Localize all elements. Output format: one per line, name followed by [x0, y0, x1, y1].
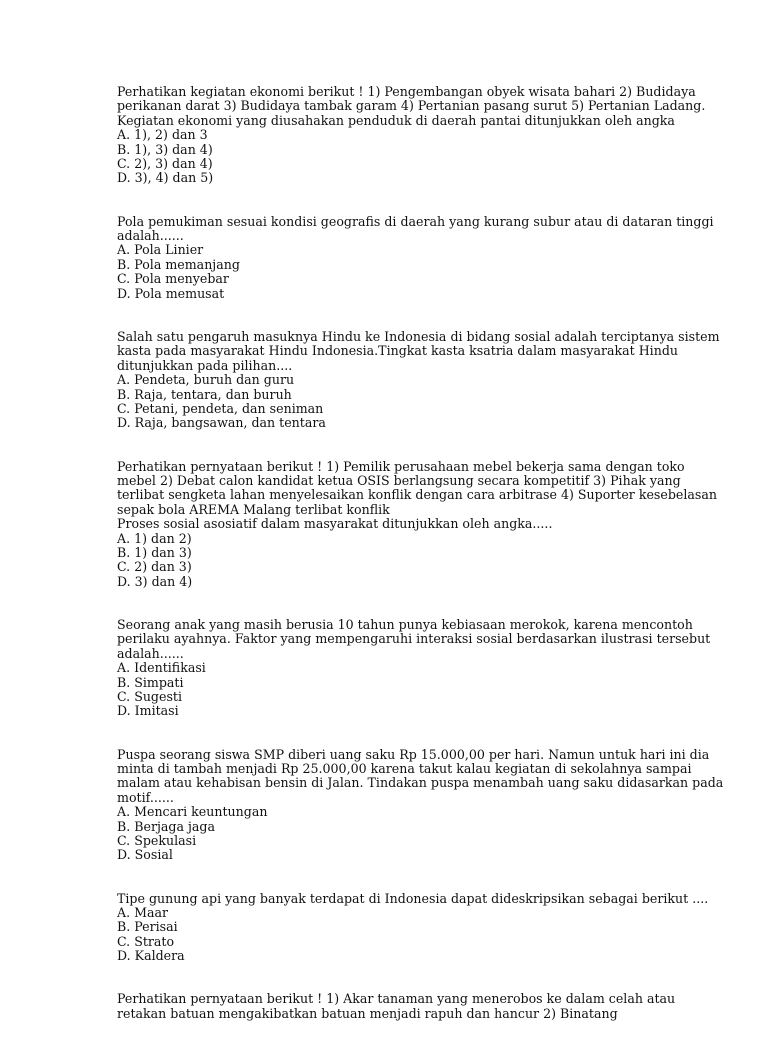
question-block [117, 460, 727, 590]
question-block [117, 748, 727, 863]
answer-option: C. Strato [117, 933, 175, 949]
answer-option: D. 3), 4) dan 5) [117, 170, 214, 186]
answer-option: D. Kaldera [117, 948, 185, 964]
answer-options [117, 128, 727, 186]
answer-option: A. 1) dan 2) [117, 530, 192, 546]
answer-option: A. Maar [117, 905, 169, 921]
answer-option: B. Berjaga jaga [117, 818, 215, 834]
question-text: Perhatikan kegiatan ekonomi berikut ! 1) Pengembangan obyek wisata bahari 2) Budidaya perikanan darat 3) Budidaya tambak garam 4) Pertanian pasang surut 5) Pertanian Ladang. [117, 84, 706, 114]
answer-option: A. Identifikasi [117, 660, 206, 676]
question-block [117, 330, 727, 431]
answer-option: B. Pola memanjang [117, 256, 240, 272]
question-list [117, 85, 727, 1050]
question-text: Perhatikan pernyataan berikut ! 1) Pemilik perusahaan mebel bekerja sama dengan toko mebel 2) Debat calon kandidat ketua OSIS berlangsung secara kompetitif 3) Pihak yang terlibat sengketa lahan menyelesaikan konflik dengan cara arbitrase 4) Suporter kesebelasan sepak bola AREMA Malang terlibat konflik [117, 458, 717, 517]
answer-option: C. Petani, pendeta, dan seniman [117, 400, 324, 416]
answer-option: B. 1) dan 3) [117, 544, 192, 560]
answer-option: D. Pola memusat [117, 285, 225, 301]
answer-option: D. Imitasi [117, 703, 179, 719]
question-text: Salah satu pengaruh masuknya Hindu ke Indonesia di bidang sosial adalah terciptanya sistem kasta pada masyarakat Hindu Indonesia.Tingkat kasta ksatria dalam masyarakat Hindu ditunjukkan pada pilihan.... [117, 328, 720, 373]
answer-option: C. Spekulasi [117, 833, 197, 849]
question-block [117, 215, 727, 301]
answer-option: A. 1), 2) dan 3 [117, 127, 208, 143]
answer-option: B. Raja, tentara, dan buruh [117, 386, 292, 402]
answer-option: C. Pola menyebar [117, 271, 229, 287]
question-text: Seorang anak yang masih berusia 10 tahun punya kebiasaan merokok, karena mencontoh perilaku ayahnya. Faktor yang mempengaruhi interaksi sosial berdasarkan ilustrasi tersebut adalah...... [117, 616, 711, 661]
answer-option: B. 1), 3) dan 4) [117, 141, 213, 157]
answer-options [117, 532, 727, 590]
answer-option: D. Raja, bangsawan, dan tentara [117, 415, 326, 431]
answer-options [117, 661, 727, 719]
question-prompt: Proses sosial asosiatif dalam masyarakat ditunjukkan oleh angka..... [117, 516, 553, 532]
answer-option: D. Sosial [117, 847, 173, 863]
question-text: Perhatikan pernyataan berikut ! 1) Akar tanaman yang menerobos ke dalam celah atau retakan batuan mengakibatkan batuan menjadi rapuh dan hancur 2) Binatang [117, 991, 676, 1021]
answer-option: C. 2) dan 3) [117, 559, 192, 575]
answer-options [117, 373, 727, 431]
question-text: Tipe gunung api yang banyak terdapat di Indonesia dapat dideskripsikan sebagai berikut .... [117, 890, 709, 906]
answer-options [117, 243, 727, 301]
answer-option: A. Pendeta, buruh dan guru [117, 372, 295, 388]
answer-options [117, 805, 727, 863]
answer-option: B. Perisai [117, 919, 178, 935]
question-block [117, 892, 727, 964]
question-block [117, 618, 727, 719]
answer-option: A. Pola Linier [117, 242, 204, 258]
question-text: Pola pemukiman sesuai kondisi geografis di daerah yang kurang subur atau di dataran tinggi adalah...... [117, 213, 714, 244]
question-prompt: Kegiatan ekonomi yang diusahakan penduduk di daerah pantai ditunjukkan oleh angka [117, 112, 675, 128]
question-block [117, 992, 727, 1021]
answer-option: C. Sugesti [117, 689, 182, 704]
answer-option: B. Simpati [117, 674, 184, 690]
answer-options [117, 906, 727, 964]
question-block [117, 85, 727, 186]
answer-option: D. 3) dan 4) [117, 573, 193, 589]
answer-option: C. 2), 3) dan 4) [117, 156, 213, 172]
answer-option: A. Mencari keuntungan [117, 804, 268, 820]
question-text: Puspa seorang siswa SMP diberi uang saku Rp 15.000,00 per hari. Namun untuk hari ini dia minta di tambah menjadi Rp 25.000,00 karena takut kalau kegiatan di sekolahnya sampai malam atau kehabisan bensin di Jalan. Tindakan puspa menambah uang saku didasarkan pada motif...... [117, 746, 724, 805]
